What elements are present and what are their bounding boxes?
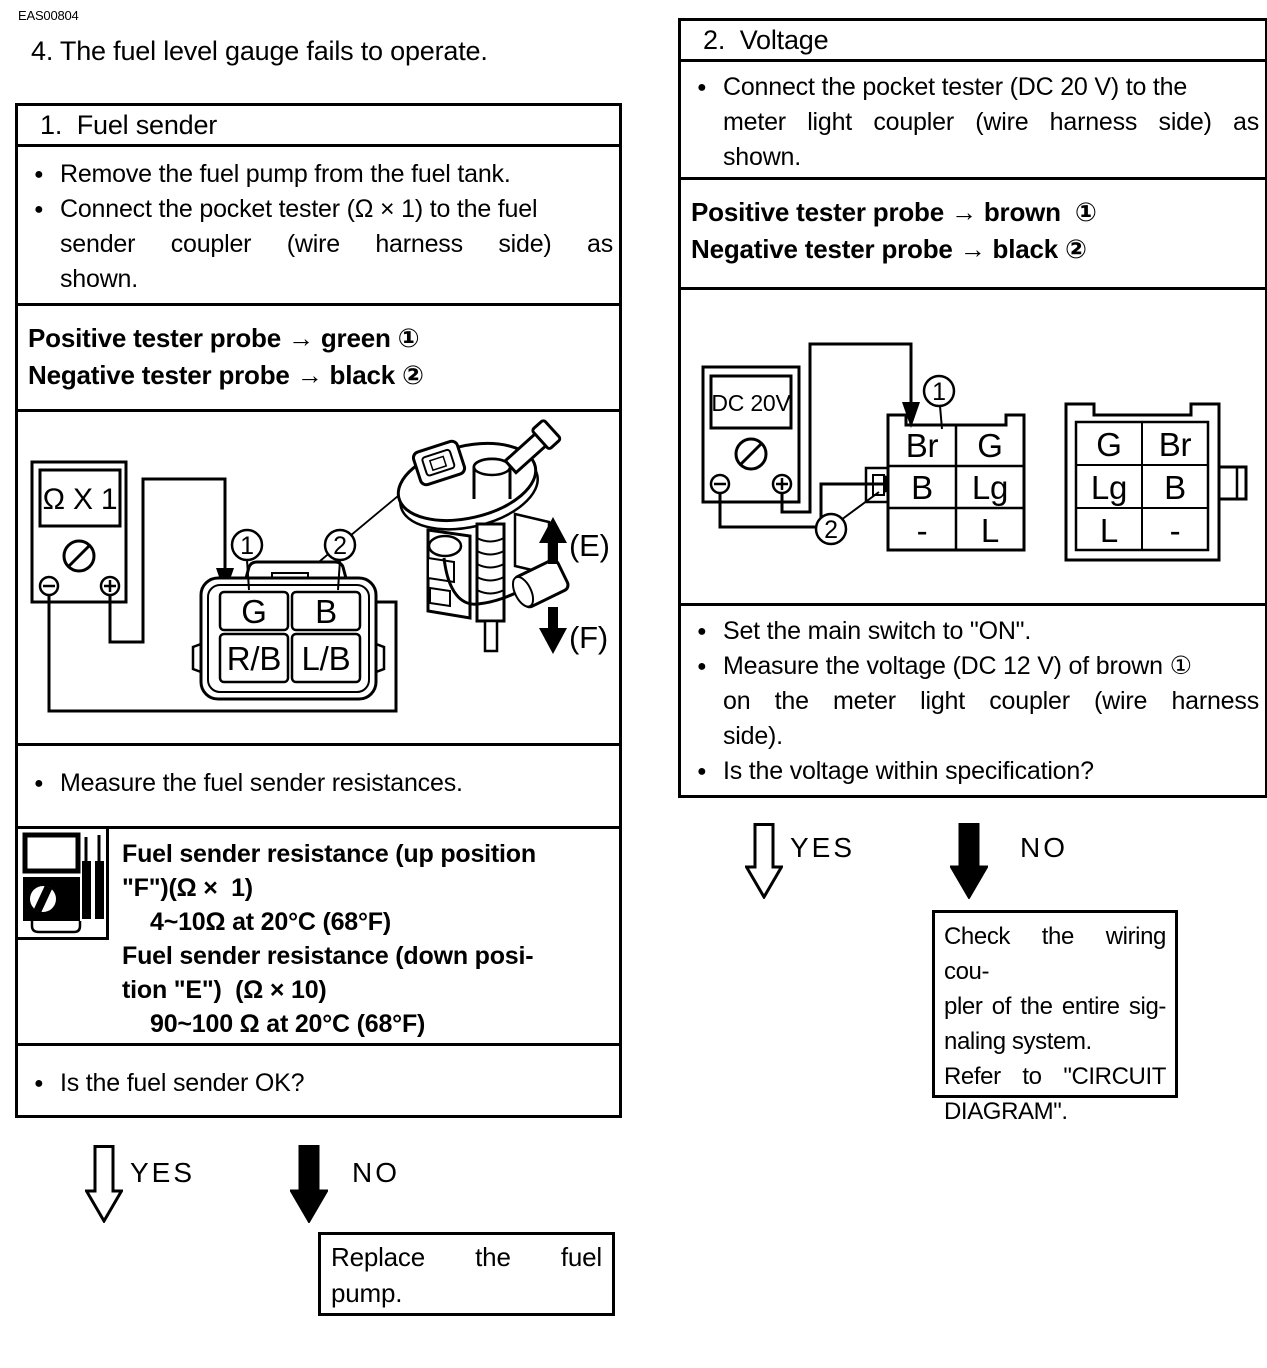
result-line: DIAGRAM". — [944, 1098, 1068, 1125]
fuel-sender-diagram-section — [18, 409, 619, 743]
yes-label: YES — [130, 1157, 196, 1188]
tester-icon-box — [18, 829, 109, 940]
question-fuel-sender-ok: ● Is the fuel sender OK? — [18, 1066, 619, 1101]
step-line: meter light coupler (wire harness side) as — [723, 108, 1259, 136]
probe-assignment — [18, 303, 619, 409]
tester-dial-icon — [64, 541, 94, 571]
voltage-panel — [678, 18, 1267, 798]
cell-label: B — [1164, 469, 1186, 506]
negative-probe-line: Negative tester probe → black ② — [691, 234, 1087, 264]
fuel-sender-steps — [18, 144, 619, 303]
pump-post — [474, 459, 510, 499]
probe-assignment — [681, 177, 1265, 287]
positive-probe-line: Positive tester probe → green ① — [28, 323, 420, 353]
step-line: sender coupler (wire harness side) as — [60, 230, 613, 258]
step-line: ● Measure the voltage (DC 12 V) of brown ① — [723, 652, 1192, 680]
step-line: ● Connect the pocket tester (DC 20 V) to the — [723, 73, 1188, 101]
result-line: Replace the fuel — [331, 1242, 602, 1272]
spec-section — [18, 826, 619, 1043]
negative-probe-line: Negative tester probe → black ② — [28, 360, 424, 390]
step-remove-pump: ● Remove the fuel pump from the fuel tank. — [18, 157, 619, 192]
result-line: Refer to "CIRCUIT — [944, 1063, 1166, 1090]
voltage-header: 2. Voltage — [703, 25, 829, 55]
voltage-check-steps — [681, 603, 1265, 795]
spec-value: 4~10Ω at 20°C (68°F) — [150, 908, 392, 936]
meter-light-coupler-meter — [1066, 404, 1246, 560]
pocket-tester-dc — [703, 367, 799, 502]
coupler-side-tab — [1219, 467, 1246, 499]
result-line: Check the wiring cou- — [944, 923, 1166, 985]
cell-label-g: G — [241, 593, 267, 630]
svg-text:1: 1 — [240, 532, 254, 560]
doc-code: EAS00804 — [18, 8, 79, 23]
cell-label: B — [911, 469, 933, 506]
fuel-sender-panel — [15, 103, 622, 1118]
svg-text:1: 1 — [932, 378, 946, 406]
pocket-tester-ohm — [32, 462, 126, 602]
result-line: pler of the entire sig- — [944, 993, 1166, 1020]
cell-label: L — [1099, 512, 1119, 549]
voltage-diagram — [681, 284, 1259, 606]
cell-label: G — [1096, 426, 1122, 463]
cell-label-lb: L/B — [301, 640, 351, 677]
no-arrow — [950, 823, 988, 904]
positive-terminal-icon — [101, 577, 119, 595]
spec-line: tion "E") (Ω × 10) — [122, 976, 327, 1004]
spec-line: "F")(Ω × 1) — [122, 874, 253, 902]
spec-line: Fuel sender resistance (down posi- — [122, 942, 534, 970]
fuel-sender-header: 1. Fuel sender — [40, 110, 218, 140]
cell-label-rb: R/B — [226, 640, 282, 677]
yes-label: YES — [790, 832, 856, 863]
float-down-label: (F) — [569, 620, 608, 655]
cell-label: Lg — [971, 469, 1009, 506]
step-line: on the meter light coupler (wire harness — [723, 687, 1259, 715]
cell-label: Br — [1158, 426, 1192, 463]
measure-section — [18, 743, 619, 826]
cell-label: - — [916, 512, 928, 549]
step-connect-tester — [681, 70, 1265, 175]
float-down-arrow-icon — [539, 607, 567, 654]
spec-line: Fuel sender resistance (up position — [122, 840, 536, 868]
step-main-switch: ● Set the main switch to "ON". — [681, 614, 1265, 649]
spec-value: 90~100 Ω at 20°C (68°F) — [150, 1010, 426, 1038]
tester-display-label: DC 20V — [711, 390, 791, 416]
pin-2-callout — [816, 492, 879, 544]
step-connect-tester — [18, 192, 619, 297]
no-arrow — [290, 1145, 328, 1228]
pump-tube — [477, 524, 504, 651]
tester-display-label: Ω X 1 — [42, 483, 118, 516]
positive-probe-line: Positive tester probe → brown ① — [691, 197, 1097, 227]
step-line: shown. — [723, 143, 802, 171]
positive-terminal-icon — [773, 475, 791, 493]
step-line: ● Connect the pocket tester (Ω × 1) to the fuel — [60, 195, 538, 223]
step-measure-resistance: ● Measure the fuel sender resistances. — [18, 766, 619, 801]
tester-dial-icon — [736, 439, 766, 469]
svg-text:2: 2 — [333, 532, 347, 560]
negative-terminal-icon — [711, 475, 729, 493]
yes-arrow — [85, 1145, 123, 1228]
page-title: 4. The fuel level gauge fails to operate. — [31, 36, 488, 66]
result-line: pump. — [331, 1278, 403, 1308]
cell-label: - — [1169, 512, 1181, 549]
meter-light-coupler-harness — [888, 415, 1024, 550]
replace-pump-box — [318, 1232, 615, 1316]
step-measure-voltage — [681, 649, 1265, 754]
pump-bracket — [428, 530, 470, 618]
svg-text:2: 2 — [824, 516, 838, 544]
fuel-sender-diagram — [18, 406, 613, 746]
question-voltage-spec: ● Is the voltage within specification? — [681, 754, 1265, 789]
cell-label: G — [977, 427, 1003, 464]
step-line: shown. — [60, 265, 139, 293]
voltage-diagram-section — [681, 287, 1265, 603]
voltage-steps — [681, 59, 1265, 177]
pin-1-callout — [924, 376, 954, 429]
no-label: NO — [1020, 832, 1068, 863]
cell-label: Br — [905, 427, 939, 464]
step-line: side). — [723, 722, 783, 750]
fuel-sender-coupler — [193, 562, 384, 699]
question-section — [18, 1043, 619, 1115]
negative-terminal-icon — [40, 577, 58, 595]
no-label: NO — [352, 1157, 400, 1188]
multimeter-icon — [18, 829, 106, 934]
cell-label: L — [980, 512, 1000, 549]
float-up-label: (E) — [569, 528, 610, 563]
yes-arrow — [745, 823, 783, 904]
cell-label-b: B — [315, 593, 337, 630]
check-wiring-box — [932, 910, 1178, 1125]
result-line: naling system. — [944, 1028, 1092, 1055]
cell-label: Lg — [1090, 469, 1128, 506]
